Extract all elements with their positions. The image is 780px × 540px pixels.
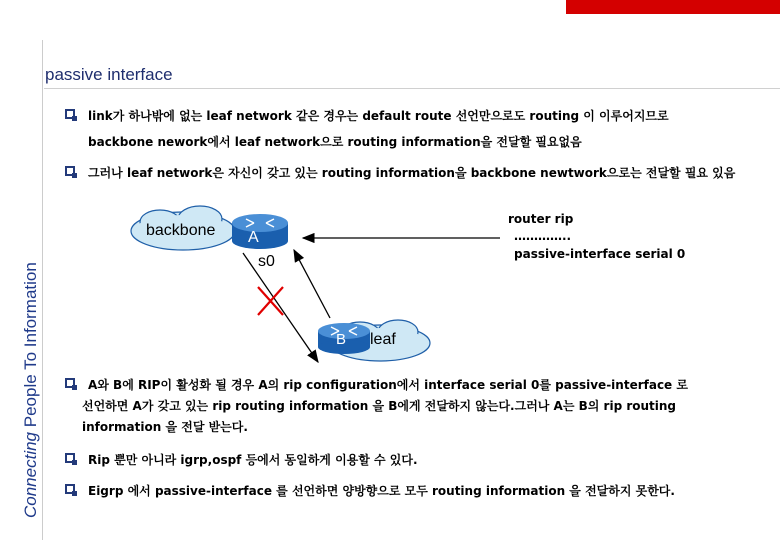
bullet-square-icon [65, 378, 75, 388]
bullet-1-line-1: link가 하나밖에 없는 leaf network 같은 경우는 default route 선언만으로도 routing 이 이루어지므로 [88, 109, 669, 123]
interface-label: s0 [258, 253, 275, 270]
bullet-3-line-1: A와 B에 RIP이 활성화 될 경우 A의 rip configuration에서 interface serial 0를 passive-interface 로 [88, 378, 688, 392]
bullet-3-line-2: 선언하면 A가 갖고 있는 rip routing information 을 B에게 전달하지 않는다.그러나 A는 B의 rip routing [82, 399, 677, 413]
router-b-label: B [336, 331, 347, 348]
bullet-2-line-1: 그러나 leaf network은 자신이 갖고 있는 routing information을 backbone newtwork으로는 전달할 필요 있음 [88, 166, 736, 180]
b-to-a-arrow [294, 250, 330, 318]
side-banner-rest: People To Information [21, 262, 40, 432]
leaf-label: leaf [370, 331, 396, 348]
bullet-3-line-3: information 을 전달 받는다. [82, 420, 248, 434]
bullet-4-line-1: Rip 뿐만 아니라 igrp,ospf 등에서 동일하게 이용할 수 있다. [88, 453, 418, 467]
bullet-1-line-2: backbone nework에서 leaf network으로 routing information을 전달할 필요없음 [88, 135, 582, 149]
bullet-square-icon [65, 453, 75, 463]
router-a-label: A [248, 229, 259, 246]
blocked-x-icon [258, 287, 283, 315]
page-title: passive interface [45, 65, 173, 84]
config-line-1: router rip [508, 212, 574, 226]
router-a-icon [232, 214, 288, 249]
side-banner-italic: Connecting [21, 431, 40, 518]
backbone-label: backbone [146, 222, 216, 239]
a-to-b-arrow [243, 253, 318, 362]
bullet-square-icon [65, 484, 75, 494]
bullet-5-line-1: Eigrp 에서 passive-interface 를 선언하면 양방향으로 모두 routing information 을 전달하지 못한다. [88, 484, 675, 498]
config-line-2: ………….. [514, 229, 572, 243]
config-line-3: passive-interface serial 0 [514, 247, 686, 261]
